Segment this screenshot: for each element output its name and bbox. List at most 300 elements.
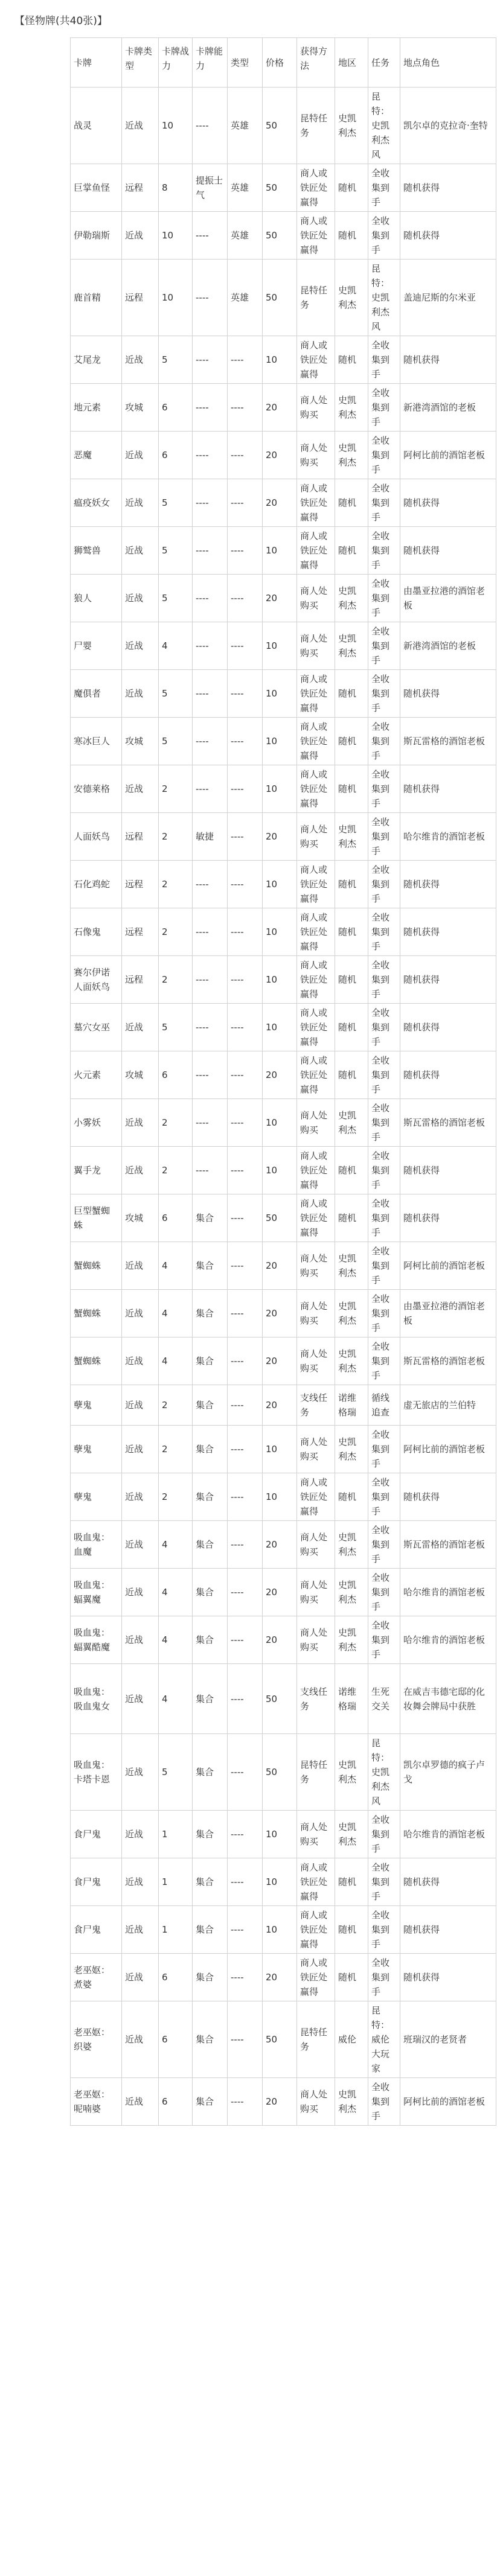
cell-price: 10 bbox=[263, 670, 297, 718]
cell-price: 50 bbox=[263, 260, 297, 336]
table-row bbox=[71, 1004, 496, 1051]
cell-card-type: 攻城 bbox=[122, 384, 159, 432]
cell-card-name: 安德莱格 bbox=[71, 765, 122, 813]
cell-card-ability: 集合 bbox=[193, 1811, 228, 1858]
cell-price: 10 bbox=[263, 1147, 297, 1194]
cell-card-power: 5 bbox=[159, 1734, 193, 1811]
cell-type: ---- bbox=[228, 479, 263, 527]
cell-quest: 全收集到手 bbox=[368, 765, 400, 813]
cell-quest: 循线追查 bbox=[368, 1385, 400, 1426]
cell-price: 10 bbox=[263, 1426, 297, 1473]
cell-card-type: 近战 bbox=[122, 1569, 159, 1616]
cell-region: 诺维格瑞 bbox=[335, 1385, 368, 1426]
table-row bbox=[71, 1147, 496, 1194]
cell-region: 随机 bbox=[335, 1194, 368, 1242]
table-row bbox=[71, 2001, 496, 2078]
cell-card-name: 赛尔伊诺人面妖鸟 bbox=[71, 956, 122, 1004]
cell-location-npc: 斯瓦雷格的酒馆老板 bbox=[400, 718, 496, 765]
cell-card-ability: 集合 bbox=[193, 1906, 228, 1954]
cell-card-name: 寒冰巨人 bbox=[71, 718, 122, 765]
cell-card-ability: 提振士气 bbox=[193, 164, 228, 212]
cell-card-ability: ---- bbox=[193, 670, 228, 718]
cell-card-name: 蟹蜘蛛 bbox=[71, 1337, 122, 1385]
cell-location-npc: 随机获得 bbox=[400, 956, 496, 1004]
cell-type: ---- bbox=[228, 1521, 263, 1569]
cell-card-power: 2 bbox=[159, 956, 193, 1004]
cell-location-npc: 随机获得 bbox=[400, 861, 496, 908]
cell-quest: 全收集到手 bbox=[368, 1337, 400, 1385]
cell-card-power: 4 bbox=[159, 1242, 193, 1290]
cell-region: 随机 bbox=[335, 1473, 368, 1521]
table-row bbox=[71, 908, 496, 956]
cell-location-npc: 随机获得 bbox=[400, 670, 496, 718]
cell-quest: 全收集到手 bbox=[368, 718, 400, 765]
table-row bbox=[71, 527, 496, 575]
cell-price: 20 bbox=[263, 1569, 297, 1616]
cell-type: ---- bbox=[228, 908, 263, 956]
cell-obtain-method: 昆特任务 bbox=[297, 260, 335, 336]
cell-type: ---- bbox=[228, 1664, 263, 1734]
cell-quest: 全收集到手 bbox=[368, 527, 400, 575]
cell-quest: 全收集到手 bbox=[368, 575, 400, 622]
cell-location-npc: 哈尔维肯的酒馆老板 bbox=[400, 1569, 496, 1616]
cell-price: 10 bbox=[263, 956, 297, 1004]
cell-card-ability: ---- bbox=[193, 1099, 228, 1147]
cell-obtain-method: 商人或铁匠处赢得 bbox=[297, 861, 335, 908]
cell-type: ---- bbox=[228, 1194, 263, 1242]
cell-card-type: 攻城 bbox=[122, 1051, 159, 1099]
cell-card-ability: 集合 bbox=[193, 1954, 228, 2001]
cell-location-npc: 新港湾酒馆的老板 bbox=[400, 622, 496, 670]
cell-card-power: 10 bbox=[159, 260, 193, 336]
cell-obtain-method: 商人处购买 bbox=[297, 1811, 335, 1858]
cell-quest: 昆特：史凯利杰风 bbox=[368, 88, 400, 164]
table-row bbox=[71, 1734, 496, 1811]
cell-card-name: 人面妖鸟 bbox=[71, 813, 122, 861]
cell-price: 10 bbox=[263, 1099, 297, 1147]
cell-card-name: 食尸鬼 bbox=[71, 1858, 122, 1906]
cell-location-npc: 斯瓦雷格的酒馆老板 bbox=[400, 1337, 496, 1385]
cell-card-type: 远程 bbox=[122, 956, 159, 1004]
cell-card-type: 近战 bbox=[122, 1242, 159, 1290]
cell-card-name: 翼手龙 bbox=[71, 1147, 122, 1194]
table-row bbox=[71, 164, 496, 212]
cell-card-type: 近战 bbox=[122, 1906, 159, 1954]
cell-quest: 全收集到手 bbox=[368, 1004, 400, 1051]
cell-card-power: 2 bbox=[159, 1426, 193, 1473]
cell-card-name: 恶魔 bbox=[71, 432, 122, 479]
cell-card-type: 远程 bbox=[122, 260, 159, 336]
cell-card-type: 近战 bbox=[122, 575, 159, 622]
cell-region: 随机 bbox=[335, 1906, 368, 1954]
cell-card-name: 吸血鬼：血魔 bbox=[71, 1521, 122, 1569]
cell-type: ---- bbox=[228, 1426, 263, 1473]
cell-card-ability: ---- bbox=[193, 765, 228, 813]
cell-card-ability: 敏捷 bbox=[193, 813, 228, 861]
cell-quest: 昆特：威伦大玩家 bbox=[368, 2001, 400, 2078]
cell-price: 50 bbox=[263, 212, 297, 260]
table-row bbox=[71, 813, 496, 861]
cell-card-ability: ---- bbox=[193, 88, 228, 164]
cell-card-name: 老巫妪：煮婆 bbox=[71, 1954, 122, 2001]
cell-quest: 全收集到手 bbox=[368, 336, 400, 384]
cell-card-name: 吸血鬼：蝠翼酷魔 bbox=[71, 1616, 122, 1664]
cell-type: ---- bbox=[228, 1811, 263, 1858]
cell-obtain-method: 支线任务 bbox=[297, 1385, 335, 1426]
cell-region: 史凯利杰 bbox=[335, 1099, 368, 1147]
cell-quest: 全收集到手 bbox=[368, 1242, 400, 1290]
cell-location-npc: 随机获得 bbox=[400, 1473, 496, 1521]
cell-card-type: 攻城 bbox=[122, 718, 159, 765]
cell-quest: 全收集到手 bbox=[368, 1290, 400, 1337]
cell-location-npc: 由墨亚拉港的酒馆老板 bbox=[400, 575, 496, 622]
cell-location-npc: 随机获得 bbox=[400, 164, 496, 212]
cell-obtain-method: 商人处购买 bbox=[297, 432, 335, 479]
cell-card-power: 2 bbox=[159, 1473, 193, 1521]
cell-card-power: 6 bbox=[159, 2001, 193, 2078]
cell-obtain-method: 商人处购买 bbox=[297, 1616, 335, 1664]
cell-type: ---- bbox=[228, 1569, 263, 1616]
cell-card-type: 近战 bbox=[122, 622, 159, 670]
cell-card-name: 火元素 bbox=[71, 1051, 122, 1099]
cell-quest: 全收集到手 bbox=[368, 1616, 400, 1664]
cell-quest: 全收集到手 bbox=[368, 1569, 400, 1616]
table-row bbox=[71, 1290, 496, 1337]
table-row bbox=[71, 956, 496, 1004]
cell-obtain-method: 商人处购买 bbox=[297, 1099, 335, 1147]
cell-price: 20 bbox=[263, 575, 297, 622]
cell-obtain-method: 商人或铁匠处赢得 bbox=[297, 956, 335, 1004]
cell-location-npc: 阿柯比前的酒馆老板 bbox=[400, 1242, 496, 1290]
cell-region: 随机 bbox=[335, 1147, 368, 1194]
cell-location-npc: 斯瓦雷格的酒馆老板 bbox=[400, 1521, 496, 1569]
cell-card-power: 5 bbox=[159, 575, 193, 622]
cell-obtain-method: 商人处购买 bbox=[297, 1426, 335, 1473]
cell-price: 50 bbox=[263, 1194, 297, 1242]
cell-region: 随机 bbox=[335, 479, 368, 527]
cell-card-power: 6 bbox=[159, 1954, 193, 2001]
cell-type: ---- bbox=[228, 1290, 263, 1337]
cell-price: 20 bbox=[263, 1954, 297, 2001]
cell-region: 史凯利杰 bbox=[335, 813, 368, 861]
cell-card-name: 孽鬼 bbox=[71, 1385, 122, 1426]
cell-card-type: 近战 bbox=[122, 1337, 159, 1385]
cell-card-power: 8 bbox=[159, 164, 193, 212]
cell-obtain-method: 商人或铁匠处赢得 bbox=[297, 479, 335, 527]
table-row bbox=[71, 1337, 496, 1385]
cell-card-type: 近战 bbox=[122, 1616, 159, 1664]
cell-obtain-method: 商人或铁匠处赢得 bbox=[297, 527, 335, 575]
header-type: 类型 bbox=[228, 38, 263, 88]
cell-region: 随机 bbox=[335, 765, 368, 813]
cell-type: ---- bbox=[228, 1734, 263, 1811]
cell-card-name: 巨型蟹蜘蛛 bbox=[71, 1194, 122, 1242]
cell-card-type: 近战 bbox=[122, 1426, 159, 1473]
cell-location-npc: 虚无旅店的兰伯特 bbox=[400, 1385, 496, 1426]
cell-card-ability: 集合 bbox=[193, 1734, 228, 1811]
cell-quest: 生死交关 bbox=[368, 1664, 400, 1734]
cell-card-power: 10 bbox=[159, 212, 193, 260]
cell-location-npc: 随机获得 bbox=[400, 1147, 496, 1194]
cell-price: 20 bbox=[263, 1051, 297, 1099]
table-row bbox=[71, 1099, 496, 1147]
cell-region: 史凯利杰 bbox=[335, 1242, 368, 1290]
cell-card-type: 近战 bbox=[122, 1954, 159, 2001]
cell-region: 随机 bbox=[335, 336, 368, 384]
cell-card-ability: ---- bbox=[193, 212, 228, 260]
cell-card-power: 4 bbox=[159, 1521, 193, 1569]
cell-card-ability: 集合 bbox=[193, 1242, 228, 1290]
cell-type: ---- bbox=[228, 861, 263, 908]
cell-card-type: 近战 bbox=[122, 2001, 159, 2078]
cell-region: 史凯利杰 bbox=[335, 1811, 368, 1858]
header-card-power: 卡牌战力 bbox=[159, 38, 193, 88]
table-row bbox=[71, 212, 496, 260]
cell-card-type: 近战 bbox=[122, 88, 159, 164]
cell-card-name: 石化鸡蛇 bbox=[71, 861, 122, 908]
cell-obtain-method: 商人处购买 bbox=[297, 1521, 335, 1569]
cell-obtain-method: 商人处购买 bbox=[297, 1242, 335, 1290]
cell-price: 50 bbox=[263, 88, 297, 164]
cell-obtain-method: 商人处购买 bbox=[297, 1569, 335, 1616]
cell-region: 随机 bbox=[335, 670, 368, 718]
cell-card-ability: ---- bbox=[193, 1004, 228, 1051]
cell-quest: 全收集到手 bbox=[368, 432, 400, 479]
table-row bbox=[71, 1521, 496, 1569]
cell-obtain-method: 昆特任务 bbox=[297, 1734, 335, 1811]
cell-obtain-method: 商人或铁匠处赢得 bbox=[297, 718, 335, 765]
cell-card-type: 近战 bbox=[122, 1858, 159, 1906]
cell-quest: 全收集到手 bbox=[368, 479, 400, 527]
table-row bbox=[71, 1811, 496, 1858]
cell-obtain-method: 商人处购买 bbox=[297, 575, 335, 622]
header-location-npc: 地点角色 bbox=[400, 38, 496, 88]
cell-card-ability: ---- bbox=[193, 622, 228, 670]
cell-type: ---- bbox=[228, 1051, 263, 1099]
cell-obtain-method: 商人或铁匠处赢得 bbox=[297, 670, 335, 718]
cell-quest: 全收集到手 bbox=[368, 1147, 400, 1194]
cell-region: 史凯利杰 bbox=[335, 1521, 368, 1569]
table-row bbox=[71, 1385, 496, 1426]
cell-card-ability: 集合 bbox=[193, 1664, 228, 1734]
cell-card-ability: 集合 bbox=[193, 1858, 228, 1906]
cell-card-power: 2 bbox=[159, 908, 193, 956]
cell-type: ---- bbox=[228, 1147, 263, 1194]
cell-type: ---- bbox=[228, 384, 263, 432]
cell-card-ability: ---- bbox=[193, 336, 228, 384]
cell-type: ---- bbox=[228, 1385, 263, 1426]
header-card-ability: 卡牌能力 bbox=[193, 38, 228, 88]
cell-card-type: 远程 bbox=[122, 908, 159, 956]
cell-quest: 全收集到手 bbox=[368, 1521, 400, 1569]
cell-price: 20 bbox=[263, 384, 297, 432]
cell-card-type: 近战 bbox=[122, 1290, 159, 1337]
cell-card-name: 蟹蜘蛛 bbox=[71, 1290, 122, 1337]
cell-type: ---- bbox=[228, 1004, 263, 1051]
cell-quest: 全收集到手 bbox=[368, 956, 400, 1004]
cell-card-type: 近战 bbox=[122, 1734, 159, 1811]
cell-card-type: 远程 bbox=[122, 164, 159, 212]
cell-price: 20 bbox=[263, 432, 297, 479]
cell-price: 20 bbox=[263, 1290, 297, 1337]
cell-card-ability: 集合 bbox=[193, 1569, 228, 1616]
table-row bbox=[71, 88, 496, 164]
table-row bbox=[71, 765, 496, 813]
cell-card-type: 远程 bbox=[122, 861, 159, 908]
cell-location-npc: 斯瓦雷格的酒馆老板 bbox=[400, 1099, 496, 1147]
cell-price: 20 bbox=[263, 2078, 297, 2126]
cell-price: 20 bbox=[263, 813, 297, 861]
cell-card-type: 近战 bbox=[122, 1385, 159, 1426]
cell-card-name: 狼人 bbox=[71, 575, 122, 622]
cell-card-name: 孽鬼 bbox=[71, 1426, 122, 1473]
cell-card-type: 近战 bbox=[122, 479, 159, 527]
cell-price: 10 bbox=[263, 527, 297, 575]
cell-obtain-method: 商人处购买 bbox=[297, 1290, 335, 1337]
cell-card-ability: 集合 bbox=[193, 1337, 228, 1385]
cell-card-name: 墓穴女巫 bbox=[71, 1004, 122, 1051]
cell-quest: 昆特：史凯利杰风 bbox=[368, 260, 400, 336]
cell-card-name: 老巫妪：呢喃婆 bbox=[71, 2078, 122, 2126]
cell-obtain-method: 商人或铁匠处赢得 bbox=[297, 1906, 335, 1954]
cell-card-ability: 集合 bbox=[193, 2001, 228, 2078]
cell-quest: 全收集到手 bbox=[368, 164, 400, 212]
cell-region: 随机 bbox=[335, 212, 368, 260]
table-row bbox=[71, 861, 496, 908]
cell-region: 史凯利杰 bbox=[335, 575, 368, 622]
cell-card-power: 2 bbox=[159, 1385, 193, 1426]
cell-card-type: 近战 bbox=[122, 432, 159, 479]
header-price: 价格 bbox=[263, 38, 297, 88]
cell-card-ability: ---- bbox=[193, 527, 228, 575]
cell-card-type: 近战 bbox=[122, 765, 159, 813]
cell-card-type: 近战 bbox=[122, 1473, 159, 1521]
table-row bbox=[71, 1051, 496, 1099]
cell-card-type: 近战 bbox=[122, 527, 159, 575]
cell-quest: 全收集到手 bbox=[368, 622, 400, 670]
cell-type: ---- bbox=[228, 1099, 263, 1147]
cell-card-power: 2 bbox=[159, 765, 193, 813]
cell-region: 史凯利杰 bbox=[335, 260, 368, 336]
cell-type: ---- bbox=[228, 527, 263, 575]
table-row bbox=[71, 1473, 496, 1521]
cell-obtain-method: 昆特任务 bbox=[297, 2001, 335, 2078]
cell-region: 史凯利杰 bbox=[335, 2078, 368, 2126]
table-row bbox=[71, 1242, 496, 1290]
cell-type: ---- bbox=[228, 765, 263, 813]
cell-obtain-method: 昆特任务 bbox=[297, 88, 335, 164]
cell-card-ability: 集合 bbox=[193, 1426, 228, 1473]
cell-quest: 全收集到手 bbox=[368, 1426, 400, 1473]
cell-obtain-method: 商人或铁匠处赢得 bbox=[297, 1858, 335, 1906]
cell-card-power: 1 bbox=[159, 1811, 193, 1858]
cell-card-name: 伊勒瑞斯 bbox=[71, 212, 122, 260]
cell-region: 随机 bbox=[335, 527, 368, 575]
cell-location-npc: 随机获得 bbox=[400, 765, 496, 813]
cell-card-ability: 集合 bbox=[193, 2078, 228, 2126]
table-row bbox=[71, 1194, 496, 1242]
cell-price: 10 bbox=[263, 1473, 297, 1521]
cell-price: 10 bbox=[263, 1004, 297, 1051]
cell-type: ---- bbox=[228, 670, 263, 718]
cell-card-ability: ---- bbox=[193, 861, 228, 908]
cell-location-npc: 随机获得 bbox=[400, 212, 496, 260]
cell-region: 随机 bbox=[335, 164, 368, 212]
cell-region: 史凯利杰 bbox=[335, 1616, 368, 1664]
cell-obtain-method: 商人或铁匠处赢得 bbox=[297, 164, 335, 212]
cell-card-ability: 集合 bbox=[193, 1521, 228, 1569]
table-row bbox=[71, 1616, 496, 1664]
table-row bbox=[71, 1954, 496, 2001]
cell-card-ability: ---- bbox=[193, 956, 228, 1004]
cell-obtain-method: 商人处购买 bbox=[297, 384, 335, 432]
cell-region: 史凯利杰 bbox=[335, 1734, 368, 1811]
cell-card-type: 近战 bbox=[122, 1004, 159, 1051]
cell-obtain-method: 商人或铁匠处赢得 bbox=[297, 212, 335, 260]
cell-location-npc: 随机获得 bbox=[400, 908, 496, 956]
cell-quest: 全收集到手 bbox=[368, 1473, 400, 1521]
cell-obtain-method: 商人或铁匠处赢得 bbox=[297, 908, 335, 956]
table-row bbox=[71, 260, 496, 336]
cell-obtain-method: 商人处购买 bbox=[297, 622, 335, 670]
cell-card-ability: 集合 bbox=[193, 1473, 228, 1521]
table-header-row bbox=[71, 38, 496, 88]
cell-card-power: 2 bbox=[159, 813, 193, 861]
cell-card-ability: ---- bbox=[193, 384, 228, 432]
cell-type: ---- bbox=[228, 1906, 263, 1954]
cell-location-npc: 随机获得 bbox=[400, 336, 496, 384]
cell-price: 10 bbox=[263, 718, 297, 765]
cell-card-name: 狮鹫兽 bbox=[71, 527, 122, 575]
cell-region: 随机 bbox=[335, 1004, 368, 1051]
cell-location-npc: 随机获得 bbox=[400, 527, 496, 575]
cell-region: 史凯利杰 bbox=[335, 88, 368, 164]
cell-card-power: 5 bbox=[159, 1004, 193, 1051]
cell-location-npc: 阿柯比前的酒馆老板 bbox=[400, 1426, 496, 1473]
cell-obtain-method: 商人或铁匠处赢得 bbox=[297, 1473, 335, 1521]
cell-location-npc: 随机获得 bbox=[400, 1004, 496, 1051]
cell-card-power: 5 bbox=[159, 527, 193, 575]
cell-card-name: 瘟疫妖女 bbox=[71, 479, 122, 527]
cell-card-ability: 集合 bbox=[193, 1290, 228, 1337]
cell-card-ability: 集合 bbox=[193, 1385, 228, 1426]
cell-card-name: 蟹蜘蛛 bbox=[71, 1242, 122, 1290]
cell-card-power: 5 bbox=[159, 718, 193, 765]
cell-price: 20 bbox=[263, 1385, 297, 1426]
cell-card-power: 2 bbox=[159, 1099, 193, 1147]
cell-card-power: 4 bbox=[159, 1569, 193, 1616]
cell-quest: 全收集到手 bbox=[368, 1051, 400, 1099]
cell-price: 20 bbox=[263, 1521, 297, 1569]
cell-location-npc: 阿柯比前的酒馆老板 bbox=[400, 2078, 496, 2126]
cell-type: ---- bbox=[228, 1954, 263, 2001]
cell-obtain-method: 支线任务 bbox=[297, 1664, 335, 1734]
cell-type: 英雄 bbox=[228, 260, 263, 336]
cell-region: 史凯利杰 bbox=[335, 1569, 368, 1616]
table-row bbox=[71, 1858, 496, 1906]
cell-type: ---- bbox=[228, 1473, 263, 1521]
cell-card-ability: ---- bbox=[193, 260, 228, 336]
table-row bbox=[71, 2078, 496, 2126]
cell-price: 10 bbox=[263, 861, 297, 908]
cell-card-name: 老巫妪：织婆 bbox=[71, 2001, 122, 2078]
table-body bbox=[71, 88, 496, 2126]
cell-location-npc: 阿柯比前的酒馆老板 bbox=[400, 432, 496, 479]
cell-card-power: 6 bbox=[159, 1194, 193, 1242]
table-row bbox=[71, 575, 496, 622]
header-card: 卡牌 bbox=[71, 38, 122, 88]
cell-card-ability: ---- bbox=[193, 575, 228, 622]
